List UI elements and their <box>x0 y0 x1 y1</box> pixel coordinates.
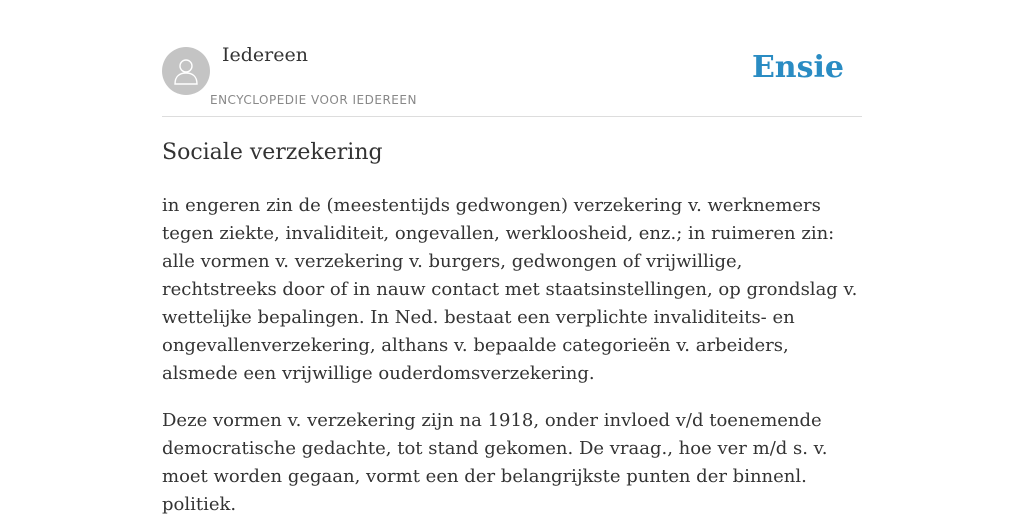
author-avatar[interactable] <box>162 47 210 95</box>
user-silhouette-icon <box>171 56 201 86</box>
page-container <box>162 0 862 515</box>
author-name[interactable]: Iedereen <box>222 44 308 66</box>
article-paragraph: in engeren zin de (meestentijds gedwongen) verzekering v. werknemers tegen ziekte, invaliditeit, ongevallen, werkloosheid, enz.; in ruimeren zin: alle vormen v. verzekering v. burgers, gedwongen of vrijwillige, rechtstreeks door of in nauw contact met staatsinstellingen, op grondslag v. wettelijke bepalingen. In Ned. bestaat een verplichte invaliditeits- en ongevallenverzekering, althans v. bepaalde categorieën v. arbeiders, alsmede een vrijwillige ouderdomsverzekering. <box>162 195 858 384</box>
page-header <box>162 0 862 117</box>
article-paragraph: Deze vormen v. verzekering zijn na 1918, onder invloed v/d toenemende democratische gedachte, tot stand gekomen. De vraag., hoe ver m/d s. v. moet worden gegaan, vormt een der belangrijkste punten der binnenl. politiek. <box>162 410 828 515</box>
article-title: Sociale verzekering <box>162 140 383 165</box>
site-logo[interactable]: Ensie <box>751 50 844 85</box>
author-tagline: ENCYCLOPEDIE VOOR IEDEREEN <box>210 93 417 107</box>
